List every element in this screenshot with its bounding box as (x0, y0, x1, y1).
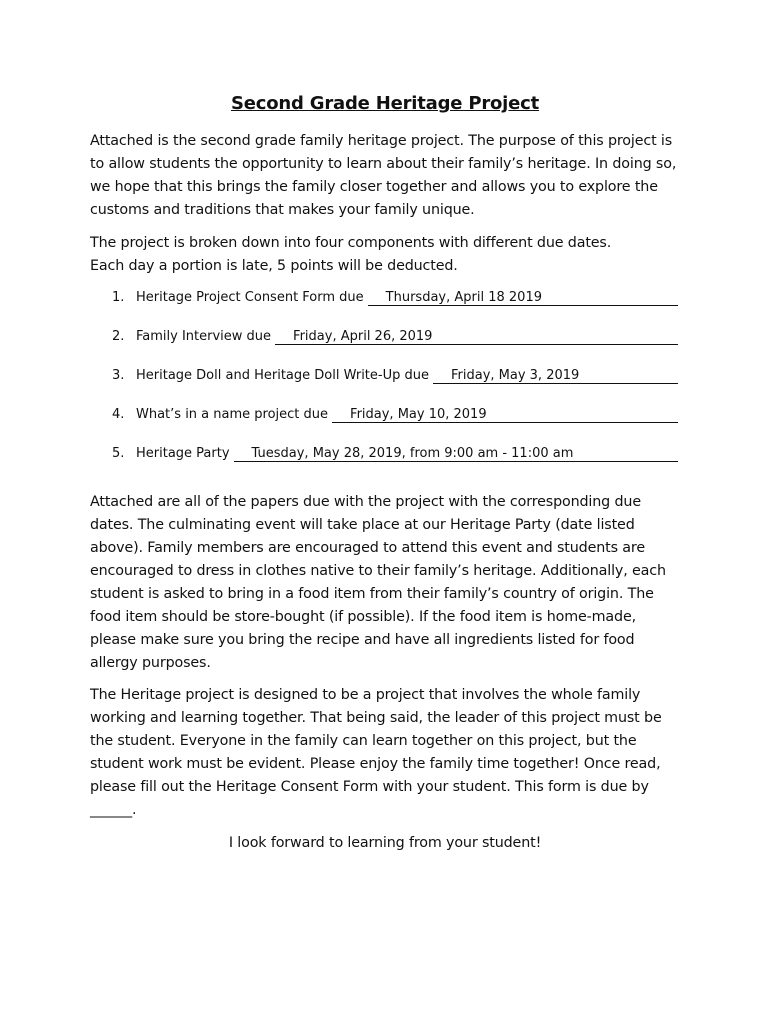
item-label: Heritage Project Consent Form due (136, 290, 364, 305)
list-item (112, 366, 678, 405)
heritage-paragraph: The Heritage project is designed to be a project that involves the whole family working and learning together. That being said, the leader of this project must be the student. Everyone in the family can learn together on this project, but the student work must be evident. Please enjoy the family time together! Once read, please fill out the Heritage Consent Form with your student. This form is due by ______. (90, 687, 662, 818)
item-label: Family Interview due (136, 329, 272, 344)
item-number: 4. (112, 407, 125, 422)
item-due-date: Thursday, April 18 2019 (368, 288, 678, 306)
breakdown-paragraph: The project is broken down into four components with different due dates. Each day a portion is late, 5 points will be deducted. (90, 235, 612, 274)
document-title: Second Grade Heritage Project (230, 93, 540, 114)
closing-line: I look forward to learning from your student! (228, 835, 542, 851)
item-number: 3. (112, 368, 125, 383)
intro-paragraph: Attached is the second grade family heritage project. The purpose of this project is to allow students the opportunity to learn about their family’s heritage. In doing so, we hope that this brings the family closer together and allows you to explore the customs and traditions that makes your family unique. (90, 133, 677, 218)
item-due-date: Friday, April 26, 2019 (275, 327, 678, 345)
attached-paragraph: Attached are all of the papers due with the project with the corresponding due dates. The culminating event will take place at our Heritage Party (date listed above). Family members are encouraged to attend this event and students are encouraged to dress in clothes native to their family’s heritage. Additionally, each student is asked to bring in a food item from their family’s country of origin. The food item should be store-bought (if possible). If the food item is home-made, please make sure you bring the recipe and have all ingredients listed for food allergy purposes. (90, 494, 666, 671)
item-due-date: Friday, May 10, 2019 (332, 405, 678, 423)
list-item (112, 444, 678, 483)
item-label: What’s in a name project due (136, 407, 329, 422)
item-number: 2. (112, 329, 125, 344)
item-number: 5. (112, 446, 125, 461)
item-due-date: Tuesday, May 28, 2019, from 9:00 am - 11:00 am (234, 444, 678, 462)
item-due-date: Friday, May 3, 2019 (433, 366, 678, 384)
item-label: Heritage Doll and Heritage Doll Write-Up due (136, 368, 429, 383)
components-list (112, 288, 678, 483)
item-label: Heritage Party (136, 446, 230, 461)
item-number: 1. (112, 290, 125, 305)
list-item (112, 327, 678, 366)
list-item (112, 405, 678, 444)
list-item (112, 288, 678, 327)
